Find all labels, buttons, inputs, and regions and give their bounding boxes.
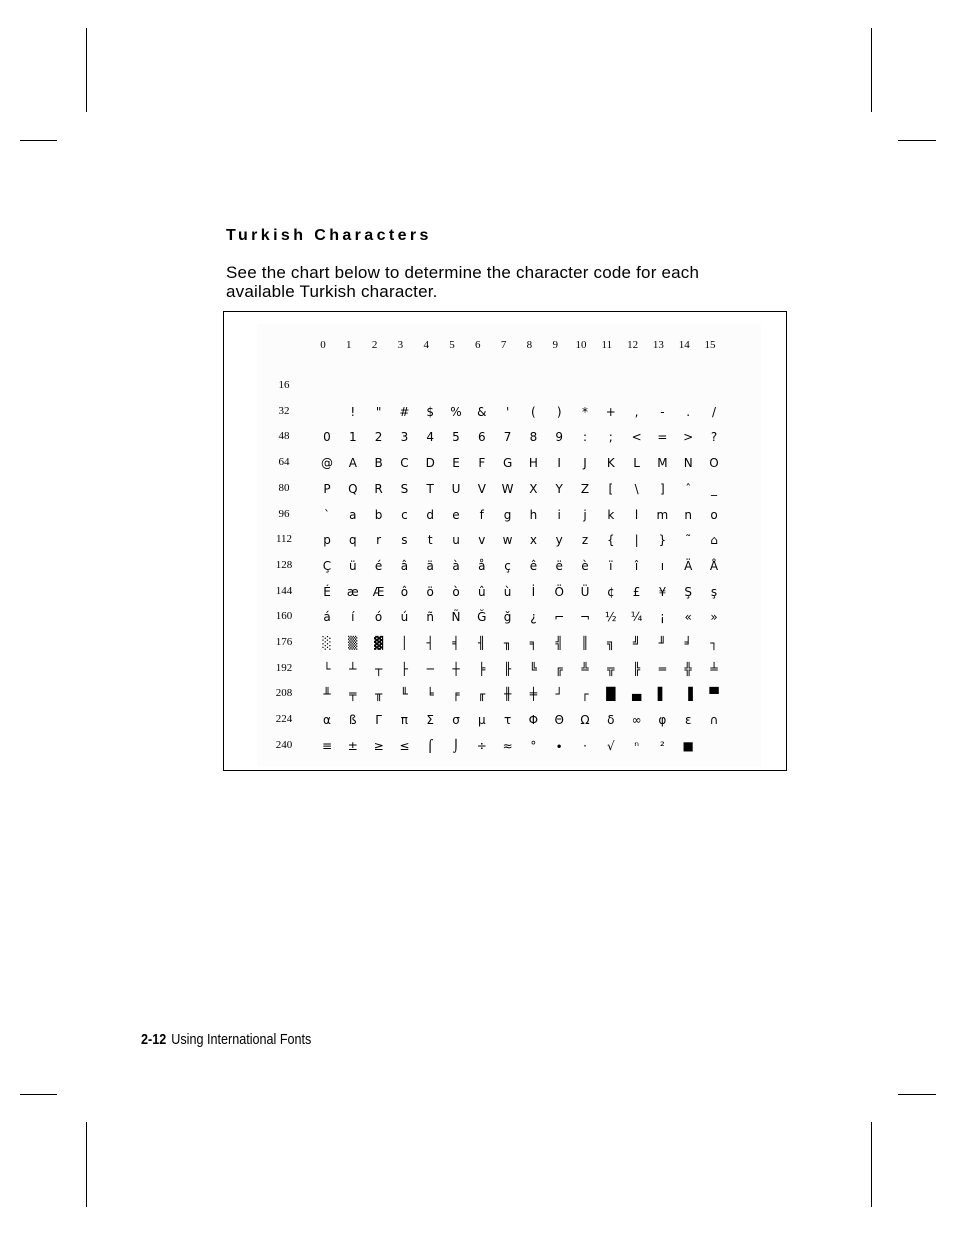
character-cell: V <box>477 481 486 496</box>
character-cell: Φ <box>528 713 539 728</box>
crop-mark <box>86 28 87 112</box>
character-cell: ' <box>505 404 510 419</box>
character-cell: B <box>374 456 383 471</box>
character-cell: P <box>323 481 331 496</box>
character-cell: │ <box>400 636 409 650</box>
page-number: 2-12 <box>141 1031 167 1048</box>
row-header: 208 <box>275 687 293 700</box>
row-header: 112 <box>275 533 293 546</box>
character-cell: N <box>683 456 693 471</box>
character-cell: \ <box>634 481 639 496</box>
character-cell: i <box>557 507 561 522</box>
character-cell: ˆ <box>685 481 692 496</box>
column-header: 3 <box>397 339 404 351</box>
character-cell: α <box>323 713 331 728</box>
character-cell: j <box>583 507 587 522</box>
character-cell: + <box>605 404 616 419</box>
character-cell: ╡ <box>452 636 460 650</box>
character-cell: 8 <box>529 430 538 445</box>
character-cell: ▌ <box>657 687 668 702</box>
character-cell: └ <box>323 661 331 676</box>
character-cell: : <box>582 430 588 445</box>
row-header: 240 <box>275 738 293 751</box>
character-cell: à <box>452 558 460 573</box>
column-header: 15 <box>704 339 716 351</box>
character-cell: ╪ <box>529 687 538 702</box>
character-cell: @ <box>321 456 333 471</box>
character-cell: ╙ <box>400 687 409 702</box>
character-cell: í <box>351 610 355 625</box>
row-header: 192 <box>275 661 293 674</box>
character-cell: ∙ <box>555 738 563 753</box>
character-cell: ; <box>608 430 613 445</box>
character-cell: L <box>633 456 640 471</box>
character-cell: ¥ <box>658 584 667 599</box>
row-header: 128 <box>275 558 293 571</box>
character-cell: ≡ <box>321 738 333 753</box>
character-cell: ¬ <box>579 610 591 625</box>
crop-mark <box>871 1122 872 1207</box>
character-cell: 5 <box>452 430 460 445</box>
character-cell: ò <box>452 584 460 599</box>
character-cell: H <box>528 456 538 471</box>
character-cell: r <box>376 533 382 548</box>
character-cell: Z <box>580 481 590 496</box>
character-cell: h <box>529 507 538 522</box>
character-cell: ─ <box>426 661 434 676</box>
character-cell: ■ <box>682 738 694 753</box>
character-cell: ⌂ <box>710 533 718 548</box>
character-cell: " <box>375 404 382 419</box>
character-cell: Æ <box>372 584 385 599</box>
page-footer <box>141 1031 311 1048</box>
section-heading: Turkish Characters <box>226 227 432 244</box>
character-cell: ╗ <box>607 636 615 650</box>
character-cell: ╣ <box>555 636 563 650</box>
character-cell: w <box>502 533 513 548</box>
character-cell: ! <box>350 404 356 419</box>
crop-mark <box>20 140 57 141</box>
character-cell: ╝ <box>632 636 641 650</box>
row-header: 96 <box>278 507 290 520</box>
character-cell: π <box>400 713 409 728</box>
character-cell: á <box>323 610 331 625</box>
character-cell: c <box>401 507 408 522</box>
character-cell: 3 <box>400 430 409 445</box>
column-header: 11 <box>601 339 613 351</box>
character-cell: ⌠ <box>427 738 434 753</box>
character-cell: q <box>348 533 357 548</box>
character-cell: $ <box>426 404 435 419</box>
character-cell: ┘ <box>555 687 563 702</box>
character-cell: z <box>581 533 589 548</box>
column-header: 10 <box>575 339 587 351</box>
character-cell: G <box>502 456 513 471</box>
column-header: 7 <box>500 339 507 351</box>
character-cell: ╨ <box>323 687 331 702</box>
character-cell: 7 <box>503 430 512 445</box>
character-cell: m <box>656 507 669 522</box>
character-cell: ▐ <box>683 687 693 702</box>
character-cell: ╚ <box>529 661 538 676</box>
column-header: 9 <box>552 339 558 351</box>
character-cell: M <box>657 456 668 471</box>
character-cell: 2 <box>374 430 383 445</box>
character-cell: ¿ <box>530 610 537 625</box>
character-cell: Y <box>555 481 563 496</box>
row-header: 64 <box>278 456 290 469</box>
character-cell: & <box>477 404 487 419</box>
character-cell: W <box>501 481 514 496</box>
character-cell: E <box>452 456 460 471</box>
crop-mark <box>20 1094 57 1095</box>
character-cell: ╤ <box>349 687 357 702</box>
section-title: Using International Fonts <box>171 1031 312 1048</box>
character-cell: ▀ <box>709 687 719 702</box>
character-cell: ë <box>555 558 563 573</box>
character-cell: √ <box>606 738 615 753</box>
character-cell: æ <box>346 584 359 599</box>
character-cell: I <box>557 456 561 471</box>
character-cell: ┼ <box>452 661 460 676</box>
character-cell: ï <box>609 558 613 573</box>
character-cell: e <box>452 507 460 522</box>
character-cell: ç <box>504 558 511 573</box>
character-cell: ░ <box>322 636 332 650</box>
column-header: 8 <box>526 339 533 351</box>
row-header: 16 <box>278 379 290 391</box>
character-cell: ╥ <box>374 687 383 702</box>
character-cell: ├ <box>400 661 409 676</box>
character-cell: ╢ <box>478 636 486 650</box>
character-cell: ß <box>349 713 357 728</box>
character-cell: ö <box>426 584 434 599</box>
character-cell: Σ <box>426 713 434 728</box>
character-cell: R <box>374 481 383 496</box>
character-cell: ╟ <box>503 661 512 676</box>
character-cell: ┐ <box>710 636 718 650</box>
character-cell: Ñ <box>451 610 461 625</box>
character-cell: ≤ <box>399 738 410 753</box>
character-cell: ½ <box>604 610 617 625</box>
character-cell: u <box>452 533 460 548</box>
character-cell: û <box>477 584 486 599</box>
character-cell: µ <box>477 713 486 728</box>
character-cell: ` <box>324 507 330 522</box>
character-cell: O <box>709 456 719 471</box>
character-cell: Ü <box>580 584 590 599</box>
character-cell: X <box>529 481 538 496</box>
column-header: 13 <box>652 339 664 351</box>
character-cell: σ <box>452 713 460 728</box>
character-cell: ° <box>530 738 537 753</box>
character-cell: ä <box>426 558 434 573</box>
character-cell: δ <box>607 713 615 728</box>
character-cell: « <box>684 610 692 625</box>
row-header: 48 <box>278 430 290 443</box>
character-cell: ╒ <box>452 687 460 702</box>
character-cell: ≥ <box>373 738 384 753</box>
character-cell: 0 <box>323 430 331 445</box>
character-cell: ⌐ <box>554 610 565 625</box>
character-cell: Ğ <box>477 610 487 625</box>
character-cell: | <box>634 533 639 548</box>
character-cell: ║ <box>581 636 589 650</box>
column-header: 1 <box>346 339 352 351</box>
character-cell: ô <box>400 584 409 599</box>
character-cell: b <box>374 507 383 522</box>
row-header: 224 <box>275 713 293 726</box>
character-cell: ╜ <box>658 636 667 650</box>
character-cell: ═ <box>658 661 667 676</box>
character-cell: è <box>581 558 589 573</box>
character-cell: ¡ <box>659 610 665 625</box>
crop-mark <box>898 140 936 141</box>
character-cell: ╬ <box>684 661 692 676</box>
character-cell: a <box>349 507 357 522</box>
character-cell: İ <box>531 584 536 599</box>
character-cell: ╞ <box>478 661 486 676</box>
character-cell: x <box>529 533 537 548</box>
character-cell: ] <box>660 481 665 496</box>
column-header: 0 <box>320 339 326 351</box>
character-cell: · <box>583 738 587 753</box>
character-cell: â <box>400 558 409 573</box>
character-cell: ▓ <box>373 636 384 650</box>
character-cell: ˜ <box>685 533 692 548</box>
intro-paragraph: See the chart below to determine the character code for each available Turkish character. <box>226 263 700 301</box>
column-header: 14 <box>678 339 690 351</box>
character-cell: é <box>374 558 383 573</box>
character-cell: ó <box>374 610 383 625</box>
character-cell: ╕ <box>529 636 538 650</box>
character-cell: ù <box>503 584 512 599</box>
character-cell: ı <box>660 558 665 573</box>
character-cell: ÷ <box>476 738 487 753</box>
character-cell: - <box>660 404 665 419</box>
character-cell: φ <box>658 713 667 728</box>
character-cell: d <box>426 507 434 522</box>
character-cell: ) <box>556 404 562 419</box>
character-cell: > <box>683 430 694 445</box>
character-cell: ş <box>710 584 718 599</box>
character-cell: ( <box>531 404 536 419</box>
row-header: 176 <box>275 636 293 648</box>
character-cell: % <box>450 404 462 419</box>
character-cell: ± <box>347 738 358 753</box>
character-cell: ε <box>684 713 692 728</box>
character-cell: Θ <box>554 713 564 728</box>
character-cell: l <box>634 507 639 522</box>
character-cell: g <box>503 507 512 522</box>
character-cell: 6 <box>477 430 486 445</box>
character-cell: . <box>686 404 691 419</box>
character-cell: 1 <box>348 430 357 445</box>
character-cell: ╫ <box>503 687 512 702</box>
column-header: 4 <box>423 339 429 351</box>
character-cell: ╖ <box>503 636 512 650</box>
row-header: 144 <box>275 584 293 597</box>
character-cell: p <box>323 533 331 548</box>
character-cell: T <box>426 481 434 496</box>
character-cell: S <box>400 481 409 496</box>
character-cell: ╩ <box>581 661 589 676</box>
character-cell: k <box>607 507 615 522</box>
character-cell: ╛ <box>684 636 692 650</box>
character-cell: τ <box>503 713 512 728</box>
character-cell: C <box>400 456 409 471</box>
character-cell: █ <box>606 687 616 702</box>
character-cell: ╧ <box>710 661 718 676</box>
character-cell: ╘ <box>426 687 434 702</box>
character-cell: 9 <box>555 430 564 445</box>
character-cell: = <box>657 430 668 445</box>
character-cell: ▄ <box>631 687 642 702</box>
character-cell: Å <box>709 558 719 573</box>
character-cell: ê <box>529 558 538 573</box>
row-header: 32 <box>278 404 290 417</box>
character-cell: Q <box>348 481 358 496</box>
character-cell: å <box>478 558 486 573</box>
character-cell: J <box>583 456 587 471</box>
character-cell: ú <box>400 610 409 625</box>
character-cell: ñ <box>426 610 434 625</box>
character-cell: ▒ <box>348 636 358 650</box>
character-cell: / <box>711 404 717 419</box>
character-cell: Ä <box>684 558 693 573</box>
character-cell: ü <box>348 558 357 573</box>
character-cell: Γ <box>375 713 382 728</box>
character-cell: [ <box>608 481 614 496</box>
character-cell: n <box>684 507 692 522</box>
crop-mark <box>86 1122 87 1207</box>
character-cell: î <box>634 558 639 573</box>
character-cell: Ş <box>684 584 692 599</box>
character-cell: < <box>631 430 642 445</box>
character-cell: o <box>710 507 718 522</box>
character-cell: K <box>606 456 615 471</box>
character-cell: f <box>479 507 484 522</box>
character-cell: Ω <box>580 713 590 728</box>
character-cell: y <box>555 533 563 548</box>
character-cell: ╦ <box>607 661 615 676</box>
character-cell: U <box>451 481 461 496</box>
crop-mark <box>898 1094 936 1095</box>
character-cell: v <box>478 533 486 548</box>
character-cell: ¼ <box>630 610 643 625</box>
character-cell: ² <box>659 738 665 753</box>
character-cell: t <box>427 533 433 548</box>
character-cell: ╓ <box>478 687 486 702</box>
character-cell: » <box>710 610 718 625</box>
character-cell: _ <box>711 481 717 496</box>
crop-mark <box>871 28 872 112</box>
character-cell: A <box>348 456 357 471</box>
character-cell: # <box>399 404 410 419</box>
character-cell: ≈ <box>502 738 513 753</box>
character-cell: ¢ <box>606 584 615 599</box>
column-header: 6 <box>475 339 481 351</box>
row-header: 160 <box>275 610 293 623</box>
character-cell: ┴ <box>349 661 357 676</box>
character-cell: F <box>478 456 486 471</box>
character-cell: Ö <box>554 584 564 599</box>
column-header: 5 <box>449 339 455 351</box>
character-cell: D <box>425 456 435 471</box>
character-cell: , <box>634 404 639 419</box>
character-cell: £ <box>632 584 641 599</box>
column-header: 12 <box>627 339 639 351</box>
character-cell: { <box>606 533 615 548</box>
character-cell: ╠ <box>632 661 641 676</box>
row-header: 80 <box>278 481 290 494</box>
character-cell: Ç <box>322 558 332 573</box>
character-cell: ╔ <box>555 661 563 676</box>
character-cell: ? <box>710 430 718 445</box>
character-cell: ┌ <box>581 687 589 702</box>
character-cell: ┤ <box>426 636 434 650</box>
character-cell: } <box>658 533 667 548</box>
character-cell: ∞ <box>631 713 642 728</box>
character-cell: s <box>401 533 408 548</box>
character-cell: 4 <box>426 430 435 445</box>
character-cell: É <box>323 584 331 599</box>
character-cell: ⌡ <box>452 738 460 753</box>
column-header: 2 <box>371 339 378 351</box>
character-cell: ┬ <box>374 661 383 676</box>
character-cell: * <box>582 404 588 419</box>
character-cell: ∩ <box>709 713 719 728</box>
character-cell: ğ <box>503 610 512 625</box>
character-cell: ⁿ <box>634 738 639 753</box>
